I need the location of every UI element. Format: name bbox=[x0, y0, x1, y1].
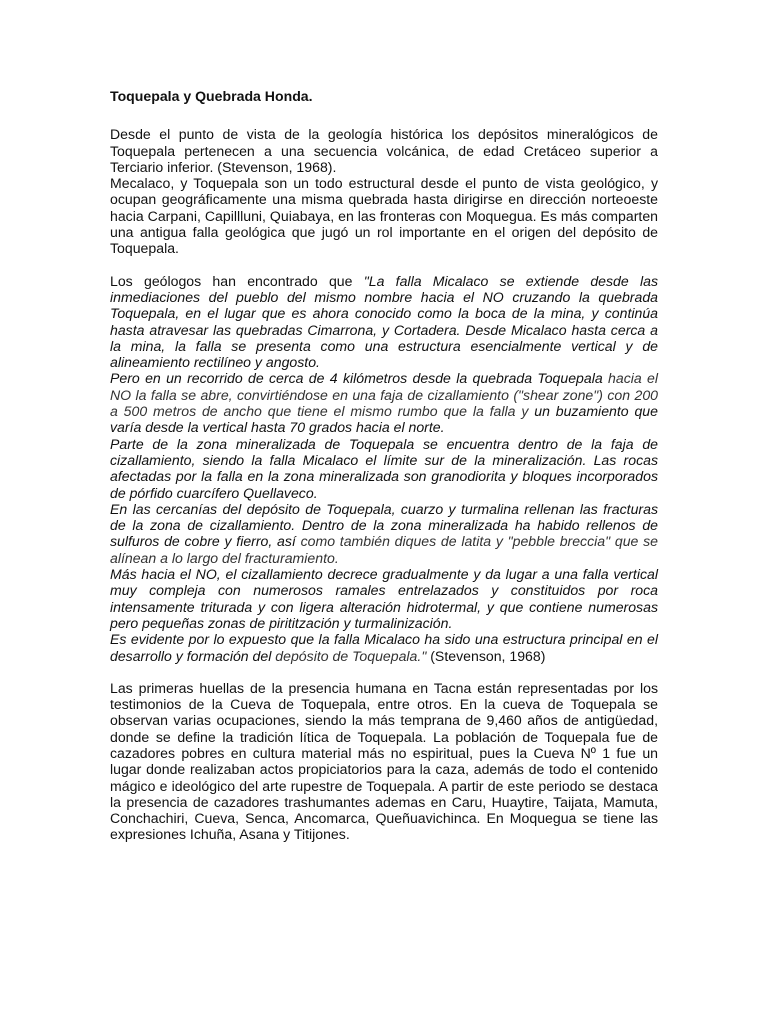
quote-text-2c: un buzamiento que varía desde la vertical hasta 70 grados hacia el norte. bbox=[110, 403, 658, 436]
quote-text-2b: hacia el NO la falla se abre, convirtiéndose en una faja de cizallamiento ("shear zone") con 200 a 500 metros de ancho que tiene el mismo rumbo que la falla y bbox=[110, 370, 658, 420]
quote-intro: Los geólogos han encontrado que bbox=[110, 272, 364, 289]
quote-block bbox=[110, 273, 658, 664]
quote-paragraph-6 bbox=[110, 631, 658, 664]
document-title: Toquepala y Quebrada Honda. bbox=[110, 88, 313, 104]
quote-paragraph-1 bbox=[110, 273, 658, 371]
quote-citation: (Stevenson, 1968) bbox=[426, 647, 546, 664]
paragraph-structural-unit: Mecalaco, y Toquepala son un todo estructural desde el punto de vista geológico, y ocupan geográficamente una misma quebrada hasta dirigirse en dirección norteoeste hacia Carpani, Capillluni, Quiabaya, en las fronteras con Moquegua. Es más comparten una antigua falla geológica que jugó un rol importante en el origen del depósito de Toquepala. bbox=[110, 175, 658, 257]
paragraph-human-presence: Las primeras huellas de la presencia humana en Tacna están representadas por los testimonios de la Cueva de Toquepala, entre otros. En la cueva de Toquepala se observan varias ocupaciones, siendo la más temprana de 9,460 años de antigüedad, donde se define la tradición lítica de Toquepala. La población de Toquepala fue de cazadores pobres en cultura material más no espiritual, pues la Cueva Nº 1 fue un lugar donde realizaban actos propiciatorios para la caza, además de todo el contenido mágico e ideológico del arte rupestre de Toquepala. A partir de este periodo se destaca la presencia de cazadores trashumantes ademas en Caru, Huaytire, Taijata, Mamuta, Conchachiri, Cueva, Senca, Ancomarca, Queñuavichinca. En Moquegua se tiene las expresiones Ichuña, Asana y Titijones. bbox=[110, 679, 658, 843]
quote-text-4b: como también diques de latita y "pebble breccia" que se alínean a lo largo del fracturamiento. bbox=[110, 533, 658, 566]
quote-text-1: "La falla Micalaco se extiende desde las inmediaciones del pueblo del mismo nombre hacia el NO cruzando la quebrada Toquepala, en el lugar que es ahora conocido como la boca de la mina, y continúa hasta atravesar las quebradas Cimarrona, y Cortadera. Desde Micalaco hasta cerca a la mina, la falla se presenta como una estructura esencialmente vertical y de alineamiento rectilíneo y angosto. bbox=[110, 272, 658, 371]
quote-text-6a: Es evidente por lo expuesto que la falla Micalaco ha sido una estructura principal en el desarrollo y formación del bbox=[110, 631, 658, 664]
quote-text-2a: Pero en un recorrido de cerca de 4 kilómetros desde la quebrada Toquepala bbox=[110, 370, 609, 387]
quote-paragraph-5: Más hacia el NO, el cizallamiento decrece gradualmente y da lugar a una falla vertical muy compleja con numerosos ramales entrelazados y constituidos por roca intensamente triturada y con ligera alteración hidrotermal, y que contiene numerosas pero pequeñas zonas de pirititzación y turmalinización. bbox=[110, 566, 658, 631]
quote-paragraph-2 bbox=[110, 370, 658, 435]
quote-text-4a: En las cercanías del depósito de Toquepala, cuarzo y turmalina rellenan las fracturas de la zona de cizallamiento. Dentro de la zona mineralizada ha habido rellenos de sulfuros de cobre y fierro, así bbox=[110, 500, 658, 550]
document-page bbox=[110, 88, 658, 843]
quote-text-6b: depósito de Toquepala." bbox=[271, 647, 427, 664]
quote-paragraph-4 bbox=[110, 501, 658, 566]
quote-paragraph-3: Parte de la zona mineralizada de Toquepala se encuentra dentro de la faja de cizallamiento, siendo la falla Micalaco el límite sur de la mineralización. Las rocas afectadas por la falla en la zona mineralizada son granodiorita y bloques incorporados de pórfido cuarcífero Quellaveco. bbox=[110, 435, 658, 501]
paragraph-geology-history: Desde el punto de vista de la geología histórica los depósitos mineralógicos de Toquepala pertenecen a una secuencia volcánica, de edad Cretáceo superior a Terciario inferior. (Stevenson, 1968). bbox=[110, 126, 658, 175]
